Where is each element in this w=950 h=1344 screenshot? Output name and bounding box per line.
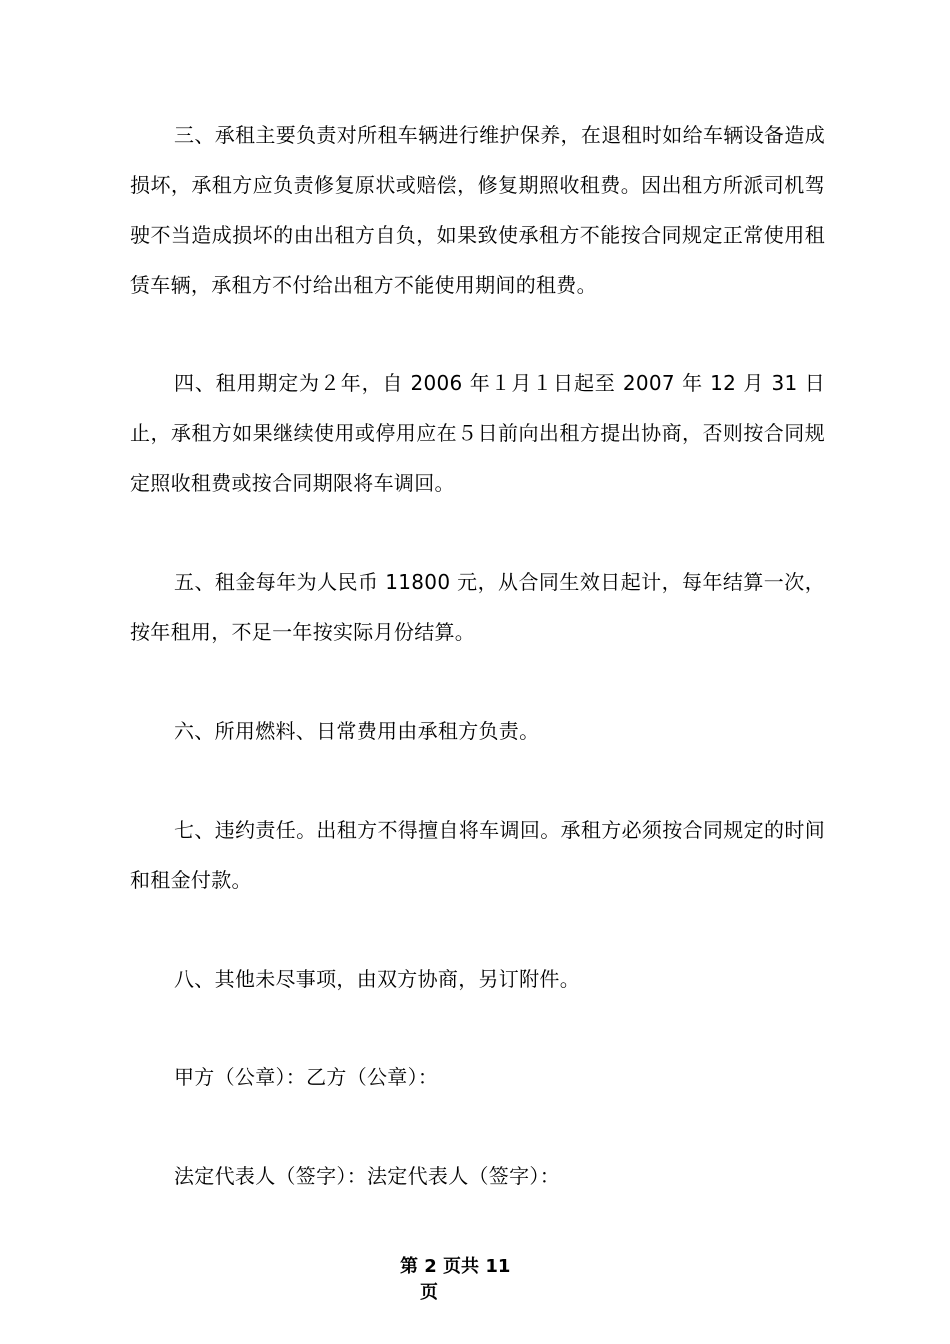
clause-3-maintenance: 三、承租主要负责对所租车辆进行维护保养，在退租时如给车辆设备造成损坏，承租方应负责修复原状或赔偿，修复期照收租费。因出租方所派司机驾驶不当造成损坏的由出租方自负，如果致使承租方不能按合同规定正常使用租赁车辆，承租方不付给出租方不能使用期间的租费。 xyxy=(130,123,825,297)
clause-5-rent: 五、租金每年为人民币 11800 元，从合同生效日起计，每年结算一次，按年租用，不足一年按实际月份结算。 xyxy=(130,570,825,644)
clause-7-breach: 七、违约责任。出租方不得擅自将车调回。承租方必须按合同规定的时间和租金付款。 xyxy=(130,818,825,892)
party-seal-line: 甲方（公章）：乙方（公章）： xyxy=(174,1065,439,1089)
legal-rep-signature-line: 法定代表人（签字）：法定代表人（签字）： xyxy=(174,1164,560,1188)
page-number-line1: 第 2 页共 11 xyxy=(400,1256,511,1277)
clause-6-fuel: 六、所用燃料、日常费用由承租方负责。 xyxy=(174,719,540,743)
clause-4-lease-term: 四、租用期定为２年，自 2006 年１月１日起至 2007 年 12 月 31 日止，承租方如果继续使用或停用应在５日前向出租方提出协商，否则按合同规定照收租费或按合同期限将车调回。 xyxy=(130,371,825,495)
clause-8-other: 八、其他未尽事项，由双方协商，另订附件。 xyxy=(174,967,580,991)
page-number-footer xyxy=(400,1254,540,1306)
page-number-line2: 页 xyxy=(420,1282,438,1303)
